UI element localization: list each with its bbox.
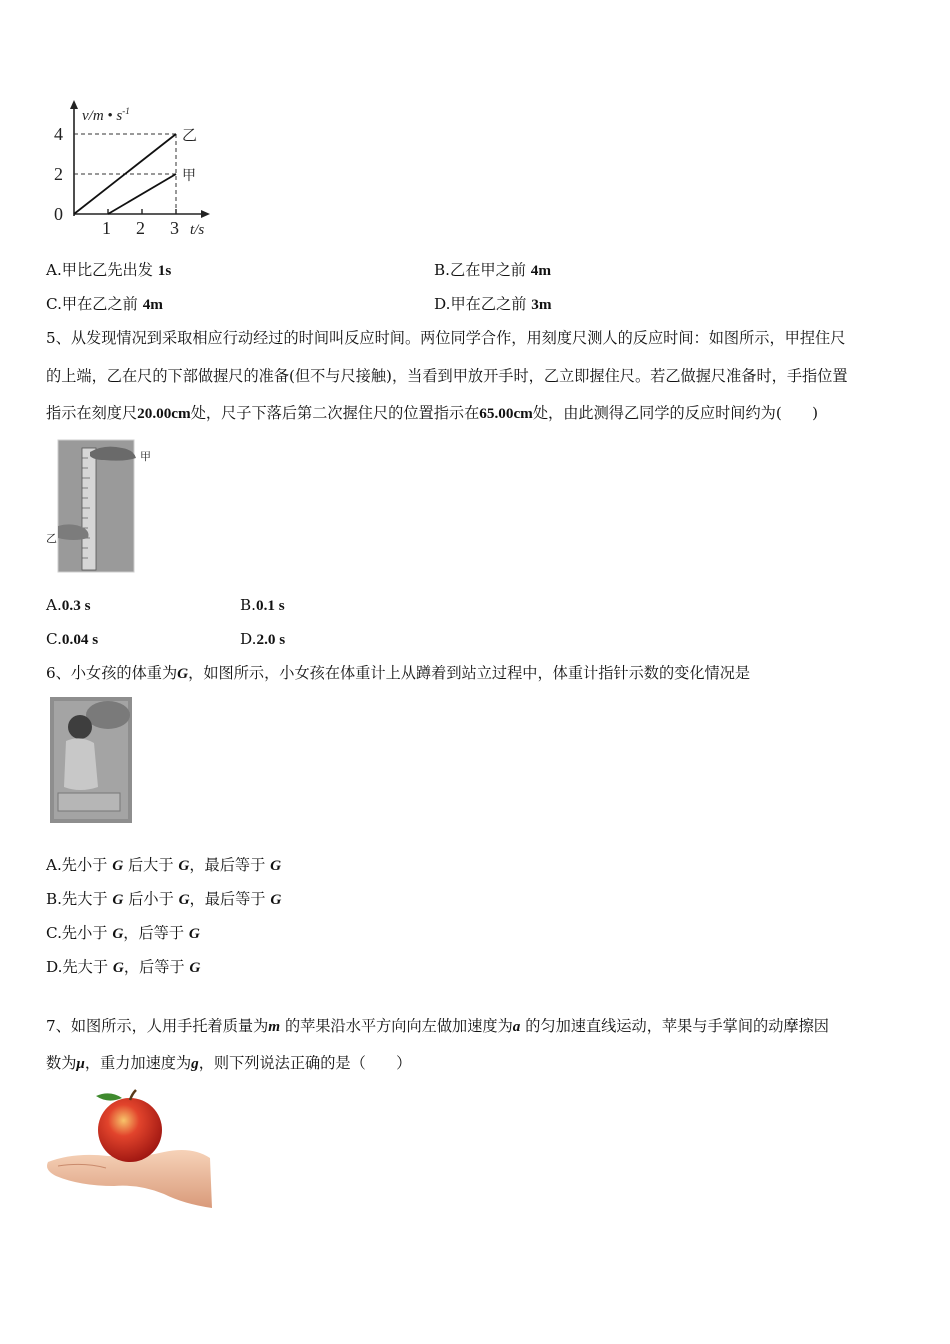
- q6-option-c: C.先小于 G，后等于 G: [46, 924, 200, 942]
- x-tick-label-1: 1: [102, 218, 111, 238]
- q5-option-a: A.0.3 s: [46, 596, 91, 614]
- apple-leaf: [96, 1093, 122, 1100]
- velocity-time-graph: [40, 98, 220, 243]
- series-jia-label: 甲: [182, 169, 196, 184]
- q6-option-a: A.先小于 G 后大于 G，最后等于 G: [46, 856, 282, 874]
- girl-head: [68, 715, 92, 739]
- y-axis-label: v/m • $s^{-1}$: [82, 106, 130, 124]
- girl-scale-photo: [50, 697, 132, 823]
- q5-option-b: B.0.1 s: [240, 596, 285, 614]
- x-axis-label: t/s: [190, 222, 205, 238]
- q4-option-b: B.乙在甲之前 4m: [434, 261, 552, 279]
- q5-option-d: D.2.0 s: [240, 630, 286, 648]
- apple-on-hand-photo: [44, 1086, 214, 1212]
- y-axis-arrow: [70, 100, 78, 109]
- scale: [58, 793, 120, 811]
- q6-stem: 6、小女孩的体重为G，如图所示，小女孩在体重计上从蹲着到站立过程中，体重计指针示数的变化情况是: [46, 664, 751, 682]
- apple: [98, 1098, 162, 1162]
- q5-stem-line-3: 指示在刻度尺20.00cm处，尺子下落后第二次握住尺的位置指示在65.00cm处，由此测得乙同学的反应时间约为( ): [46, 404, 819, 422]
- y-tick-0: 0: [54, 204, 63, 224]
- ruler: [82, 448, 96, 570]
- ruler-reaction-photo: [44, 438, 156, 574]
- girl-body: [64, 738, 98, 790]
- q7-stem-line-1: 7、如图所示，人用手托着质量为m 的苹果沿水平方向向左做加速度为a 的匀加速直线运动，苹果与手掌间的动摩擦因: [46, 1017, 829, 1035]
- q4-option-d: D.甲在乙之前 3m: [434, 295, 552, 313]
- label-jia: 甲: [140, 451, 151, 463]
- y-tick-4: 4: [54, 124, 63, 144]
- y-tick-2: 2: [54, 164, 63, 184]
- q4-option-a: A.甲比乙先出发 1s: [46, 261, 172, 279]
- series-yi-label: 乙: [182, 128, 198, 144]
- q6-option-d: D.先大于 G，后等于 G: [46, 958, 201, 976]
- label-yi: 乙: [46, 533, 57, 545]
- q4-option-c: C.甲在乙之前 4m: [46, 295, 163, 313]
- q5-option-c: C.0.04 s: [46, 630, 99, 648]
- q6-option-b: B.先大于 G 后小于 G，最后等于 G: [46, 890, 282, 908]
- x-tick-label-2: 2: [136, 218, 145, 238]
- x-axis-arrow: [201, 210, 210, 218]
- q5-stem-line-1: 5、从发现情况到采取相应行动经过的时间叫反应时间。两位同学合作，用刻度尺测人的反应时间：如图所示，甲捏住尺: [46, 329, 846, 347]
- x-tick-label-3: 3: [170, 218, 179, 238]
- q7-stem-line-2: 数为μ，重力加速度为g，则下列说法正确的是（ ）: [46, 1054, 412, 1072]
- q5-stem-line-2: 的上端，乙在尺的下部做握尺的准备(但不与尺接触)，当看到甲放开手时，乙立即握住尺。若乙做握尺准备时，手指位置: [46, 367, 848, 385]
